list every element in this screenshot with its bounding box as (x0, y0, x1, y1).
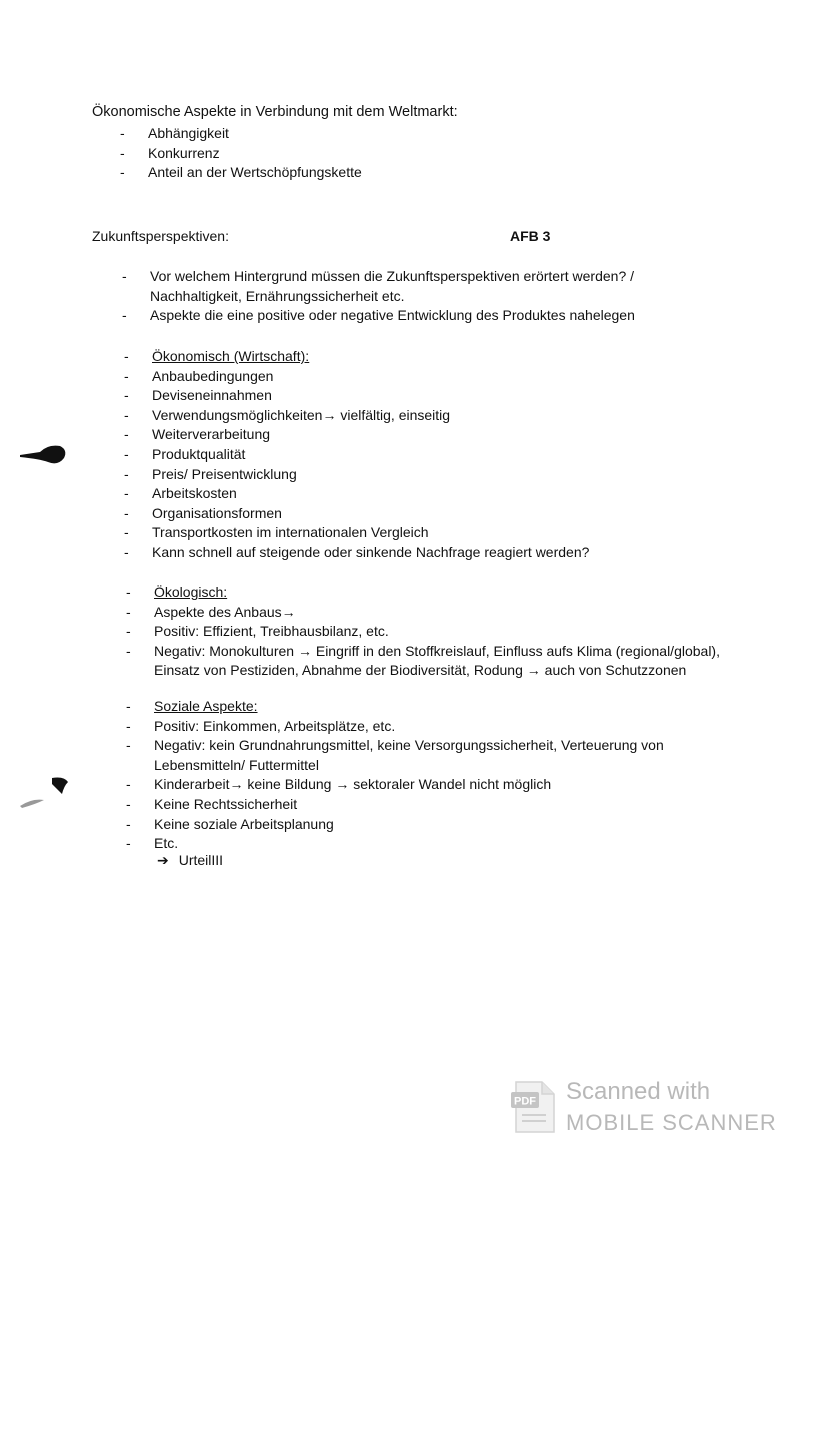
scan-blot-1 (18, 440, 68, 468)
social-title (126, 697, 664, 717)
list-item: - Abhängigkeit (120, 124, 362, 144)
list-item-continuation: Nachhaltigkeit, Ernährungssicherheit etc. (150, 287, 405, 304)
list-item: - Etc. (126, 834, 664, 854)
list-item: - Positiv: Einkommen, Arbeitsplätze, etc. (126, 717, 664, 737)
section2-intro-list (122, 267, 635, 326)
section1-list (120, 124, 362, 183)
pdf-badge-text: PDF (514, 1095, 536, 1108)
scanner-watermark (510, 1078, 777, 1138)
list-item: - Produktqualität (124, 445, 589, 465)
afb-tag: AFB 3 (510, 228, 551, 244)
arrow-right-icon: ➔ (157, 852, 169, 868)
economic-list (124, 347, 589, 563)
list-item: - Keine Rechtssicherheit (126, 795, 664, 815)
list-item: - Anteil an der Wertschöpfungskette (120, 163, 362, 183)
list-item: - Negativ: Monokulturen → Eingriff in den Stoffkreislauf, Einfluss aufs Klima (regional/global), (126, 642, 720, 662)
watermark-line1: Scanned with (566, 1078, 711, 1105)
ecological-list (126, 583, 720, 681)
list-item: - Kann schnell auf steigende oder sinkende Nachfrage reagiert werden? (124, 543, 589, 563)
scan-blot-2 (18, 774, 74, 810)
social-list (126, 697, 664, 854)
ecological-title (126, 583, 720, 603)
list-item: - Weiterverarbeitung (124, 425, 589, 445)
list-item-continuation: Einsatz von Pestiziden, Abnahme der Biodiversität, Rodung → auch von Schutzzonen (154, 662, 687, 679)
economic-title-text: Ökonomisch (Wirtschaft): (152, 348, 310, 364)
ecological-title-text: Ökologisch: (154, 584, 228, 600)
list-item: - Keine soziale Arbeitsplanung (126, 815, 664, 835)
section2-heading: Zukunftsperspektiven: (92, 228, 229, 244)
pdf-document-icon (510, 1080, 556, 1134)
list-item: - Aspekte die eine positive oder negative Entwicklung des Produktes nahelegen (122, 306, 635, 326)
list-item: - Negativ: kein Grundnahrungsmittel, keine Versorgungssicherheit, Verteuerung von (126, 736, 664, 756)
list-item: - Arbeitskosten (124, 484, 589, 504)
list-item-continuation: Lebensmitteln/ Futtermittel (154, 756, 319, 773)
list-item: - Organisationsformen (124, 504, 589, 524)
list-item: - Anbaubedingungen (124, 367, 589, 387)
list-item: - Vor welchem Hintergrund müssen die Zukunftsperspektiven erörtert werden? / (122, 267, 635, 287)
conclusion-text: UrteilIII (178, 852, 224, 868)
conclusion (157, 851, 223, 871)
watermark-line2: MOBILE SCANNER (566, 1110, 777, 1135)
economic-title (124, 347, 589, 367)
list-item: - Preis/ Preisentwicklung (124, 465, 589, 485)
social-title-text: Soziale Aspekte: (154, 698, 258, 714)
list-item: - Positiv: Effizient, Treibhausbilanz, etc. (126, 622, 720, 642)
list-item: - Konkurrenz (120, 144, 362, 164)
list-item: - Kinderarbeit→ keine Bildung → sektoraler Wandel nicht möglich (126, 775, 664, 795)
list-item: - Verwendungsmöglichkeiten→ vielfältig, einseitig (124, 406, 589, 426)
list-item: - Aspekte des Anbaus→ (126, 603, 720, 623)
section1-heading: Ökonomische Aspekte in Verbindung mit dem Weltmarkt: (92, 104, 458, 120)
list-item: - Transportkosten im internationalen Vergleich (124, 523, 589, 543)
list-item: - Deviseneinnahmen (124, 386, 589, 406)
